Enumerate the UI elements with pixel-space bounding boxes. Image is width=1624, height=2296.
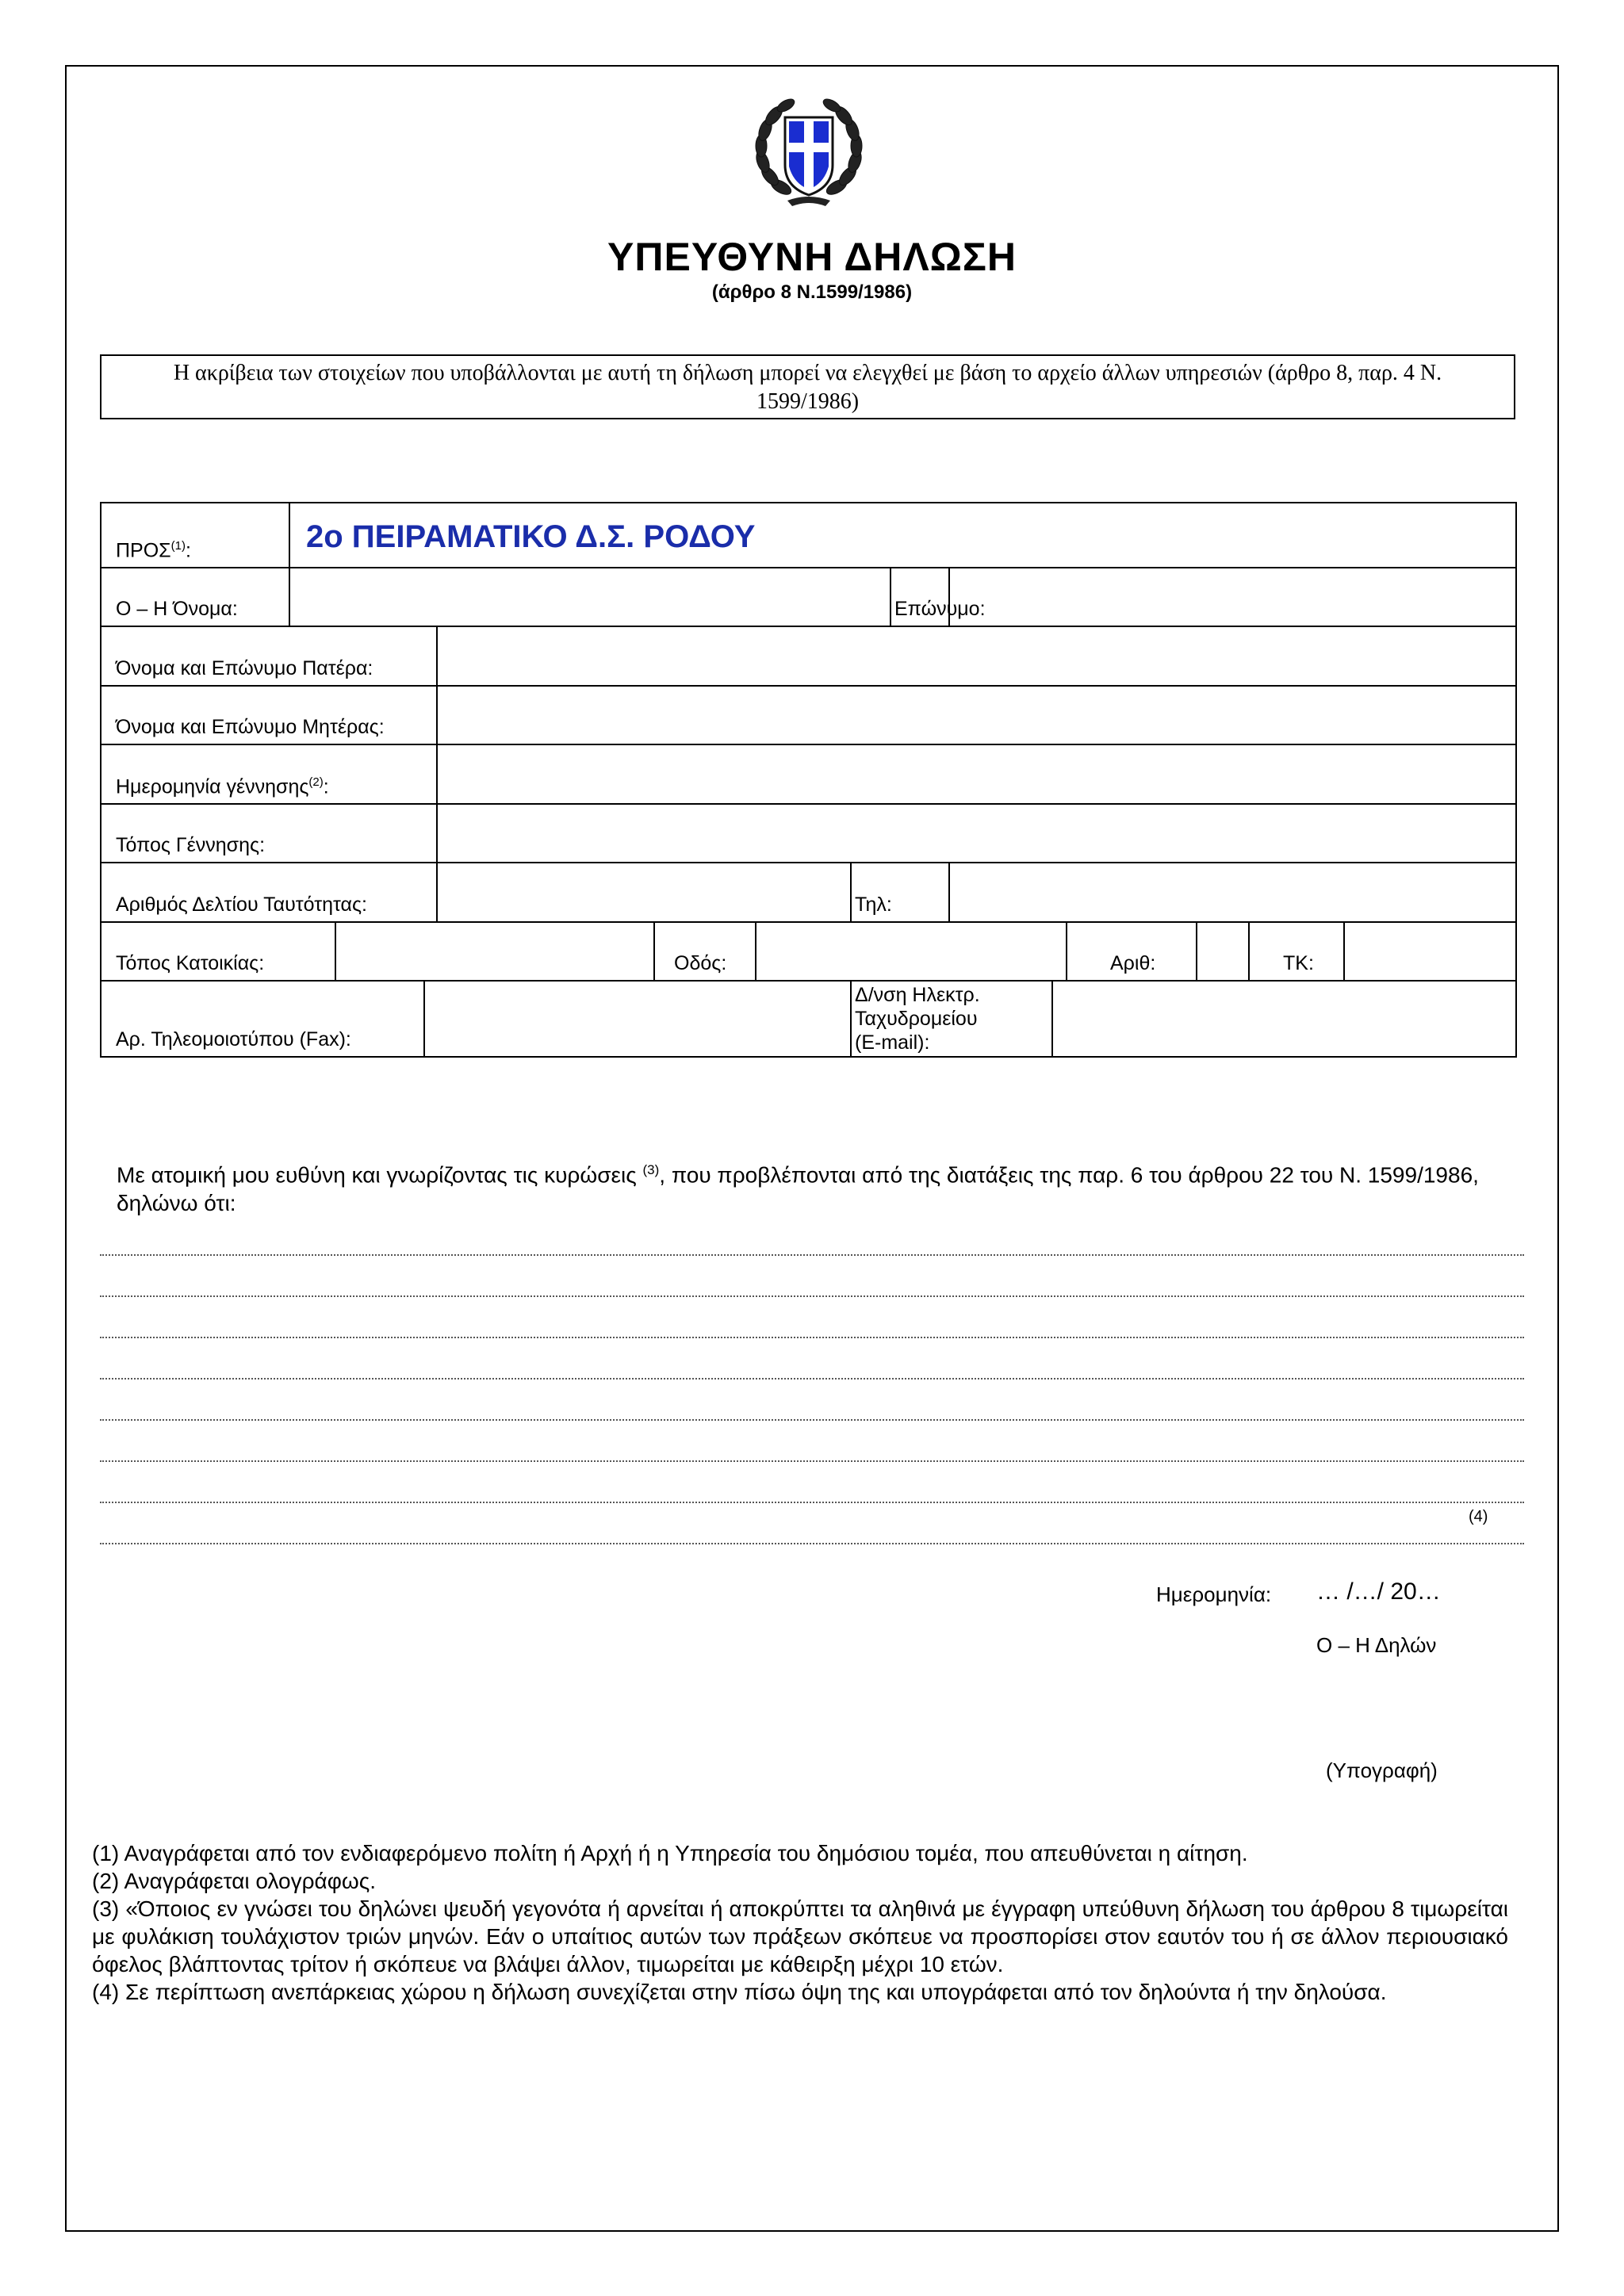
document-title: ΥΠΕΥΘΥΝΗ ΔΗΛΩΣΗ	[607, 235, 1017, 279]
greek-coat-of-arms-icon	[749, 94, 868, 212]
first-name-field[interactable]	[290, 568, 890, 626]
residence-field[interactable]	[336, 923, 653, 980]
signature-label: (Υπογραφή)	[1326, 1758, 1438, 1782]
phone-field[interactable]	[950, 863, 1515, 921]
street-number-field[interactable]	[1197, 923, 1248, 980]
date-label: Ημερομηνία:	[1156, 1582, 1272, 1606]
row-recipient	[100, 502, 1517, 568]
phone-label: Τηλ:	[855, 894, 892, 916]
declaration-line[interactable]	[100, 1419, 1524, 1421]
id-number-label: Αριθμός Δελτίου Ταυτότητας:	[116, 894, 367, 916]
street-field[interactable]	[756, 923, 1066, 980]
postcode-field[interactable]	[1345, 923, 1515, 980]
declaration-line[interactable]	[100, 1502, 1524, 1503]
fax-field[interactable]	[425, 982, 850, 1056]
row-contact	[100, 982, 1517, 1058]
email-label: Δ/νση Ηλεκτρ. Ταχυδρομείου (E-mail):	[855, 984, 980, 1054]
declaration-line[interactable]	[100, 1254, 1524, 1256]
surname-field[interactable]	[950, 568, 1515, 626]
id-number-field[interactable]	[438, 863, 850, 921]
footnote-3: (3) «Όποιος εν γνώσει του δηλώνει ψευδή γεγονότα ή αρνείται ή αποκρύπτει τα αληθινά με έγγραφη υπεύθυνη δήλωση του άρθρου 8 τιμωρείται με φυλάκιση τουλάχιστον τριών μηνών. Εάν ο υπαίτιος αυτών των πράξεων σκόπευε να προσπορίσει στον εαυτόν του ή σε άλλον περιουσιακό όφελος βλάπτοντας τρίτον ή σκόπευε να βλάψει άλλον, τιμωρείται με κάθειρξη μέχρι 10 ετών.	[92, 1896, 1508, 1976]
footnote-4-mark: (4)	[1469, 1508, 1488, 1525]
birthplace-label: Τόπος Γέννησης:	[116, 834, 266, 856]
footnote-1: (1) Αναγράφεται από τον ενδιαφερόμενο πολίτη ή Αρχή ή η Υπηρεσία του δημόσιου τομέα, που απευθύνεται η αίτηση.	[92, 1841, 1248, 1866]
declaration-line[interactable]	[100, 1460, 1524, 1462]
declaration-line[interactable]	[100, 1378, 1524, 1380]
declarant-label: Ο – Η Δηλών	[1316, 1633, 1437, 1657]
mother-name-label: Όνομα και Επώνυμο Μητέρας:	[116, 716, 385, 738]
email-field[interactable]	[1053, 982, 1515, 1056]
recipient-value[interactable]: 2ο ΠΕΙΡΑΜΑΤΙΚΟ Δ.Σ. ΡΟΔΟΥ	[306, 519, 756, 554]
date-value[interactable]: … /…/ 20…	[1316, 1578, 1441, 1605]
mother-name-field[interactable]	[438, 687, 1515, 744]
surname-label: Επώνυμο:	[894, 598, 986, 620]
birthplace-field[interactable]	[438, 805, 1515, 862]
personal-details-form	[100, 502, 1517, 1058]
postcode-label: ΤΚ:	[1283, 952, 1314, 974]
declaration-text: Με ατομική μου ευθύνη και γνωρίζοντας τις κυρώσεις $^{(3)}$, που προβλέπονται από της διατάξεις της παρ. 6 του άρθρου 22 του Ν. 1599/1986, δηλώνω ότι:	[117, 1162, 1479, 1216]
to-label: ΠΡΟΣ$^{(1)}$:	[116, 538, 191, 561]
row-id	[100, 863, 1517, 923]
residence-label: Τόπος Κατοικίας:	[116, 952, 265, 974]
footnote-4: (4) Σε περίπτωση ανεπάρκειας χώρου η δήλωση συνεχίζεται στην πίσω όψη της και υπογράφεται από τον δηλούντα ή την δηλούσα.	[92, 1980, 1387, 2004]
declaration-line[interactable]	[100, 1337, 1524, 1338]
street-label: Οδός:	[674, 952, 727, 974]
row-father	[100, 627, 1517, 687]
row-name	[100, 568, 1517, 627]
document-subtitle: (άρθρο 8 Ν.1599/1986)	[711, 281, 913, 303]
declaration-line[interactable]	[100, 1543, 1524, 1544]
row-birthplace	[100, 805, 1517, 863]
first-name-label: Ο – Η Όνομα:	[116, 598, 238, 620]
street-number-label: Αριθ:	[1110, 952, 1156, 974]
row-address	[100, 923, 1517, 982]
father-name-field[interactable]	[438, 627, 1515, 685]
footnotes	[92, 1839, 1508, 2006]
row-birthdate	[100, 745, 1517, 805]
declaration-line[interactable]	[100, 1295, 1524, 1297]
footnote-2: (2) Αναγράφεται ολογράφως.	[92, 1869, 377, 1893]
verification-notice: Η ακρίβεια των στοιχείων που υποβάλλονται με αυτή τη δήλωση μπορεί να ελεγχθεί με βάση το αρχείο άλλων υπηρεσιών (άρθρο 8, παρ. 4 Ν. 1599/1986)	[100, 354, 1515, 419]
fax-label: Αρ. Τηλεομοιοτύπου (Fax):	[116, 1028, 351, 1050]
father-name-label: Όνομα και Επώνυμο Πατέρα:	[116, 657, 373, 679]
birthdate-label: Ημερομηνία γέννησης$^{(2)}$:	[116, 775, 329, 798]
birthdate-field[interactable]	[438, 745, 1515, 803]
row-mother	[100, 687, 1517, 745]
